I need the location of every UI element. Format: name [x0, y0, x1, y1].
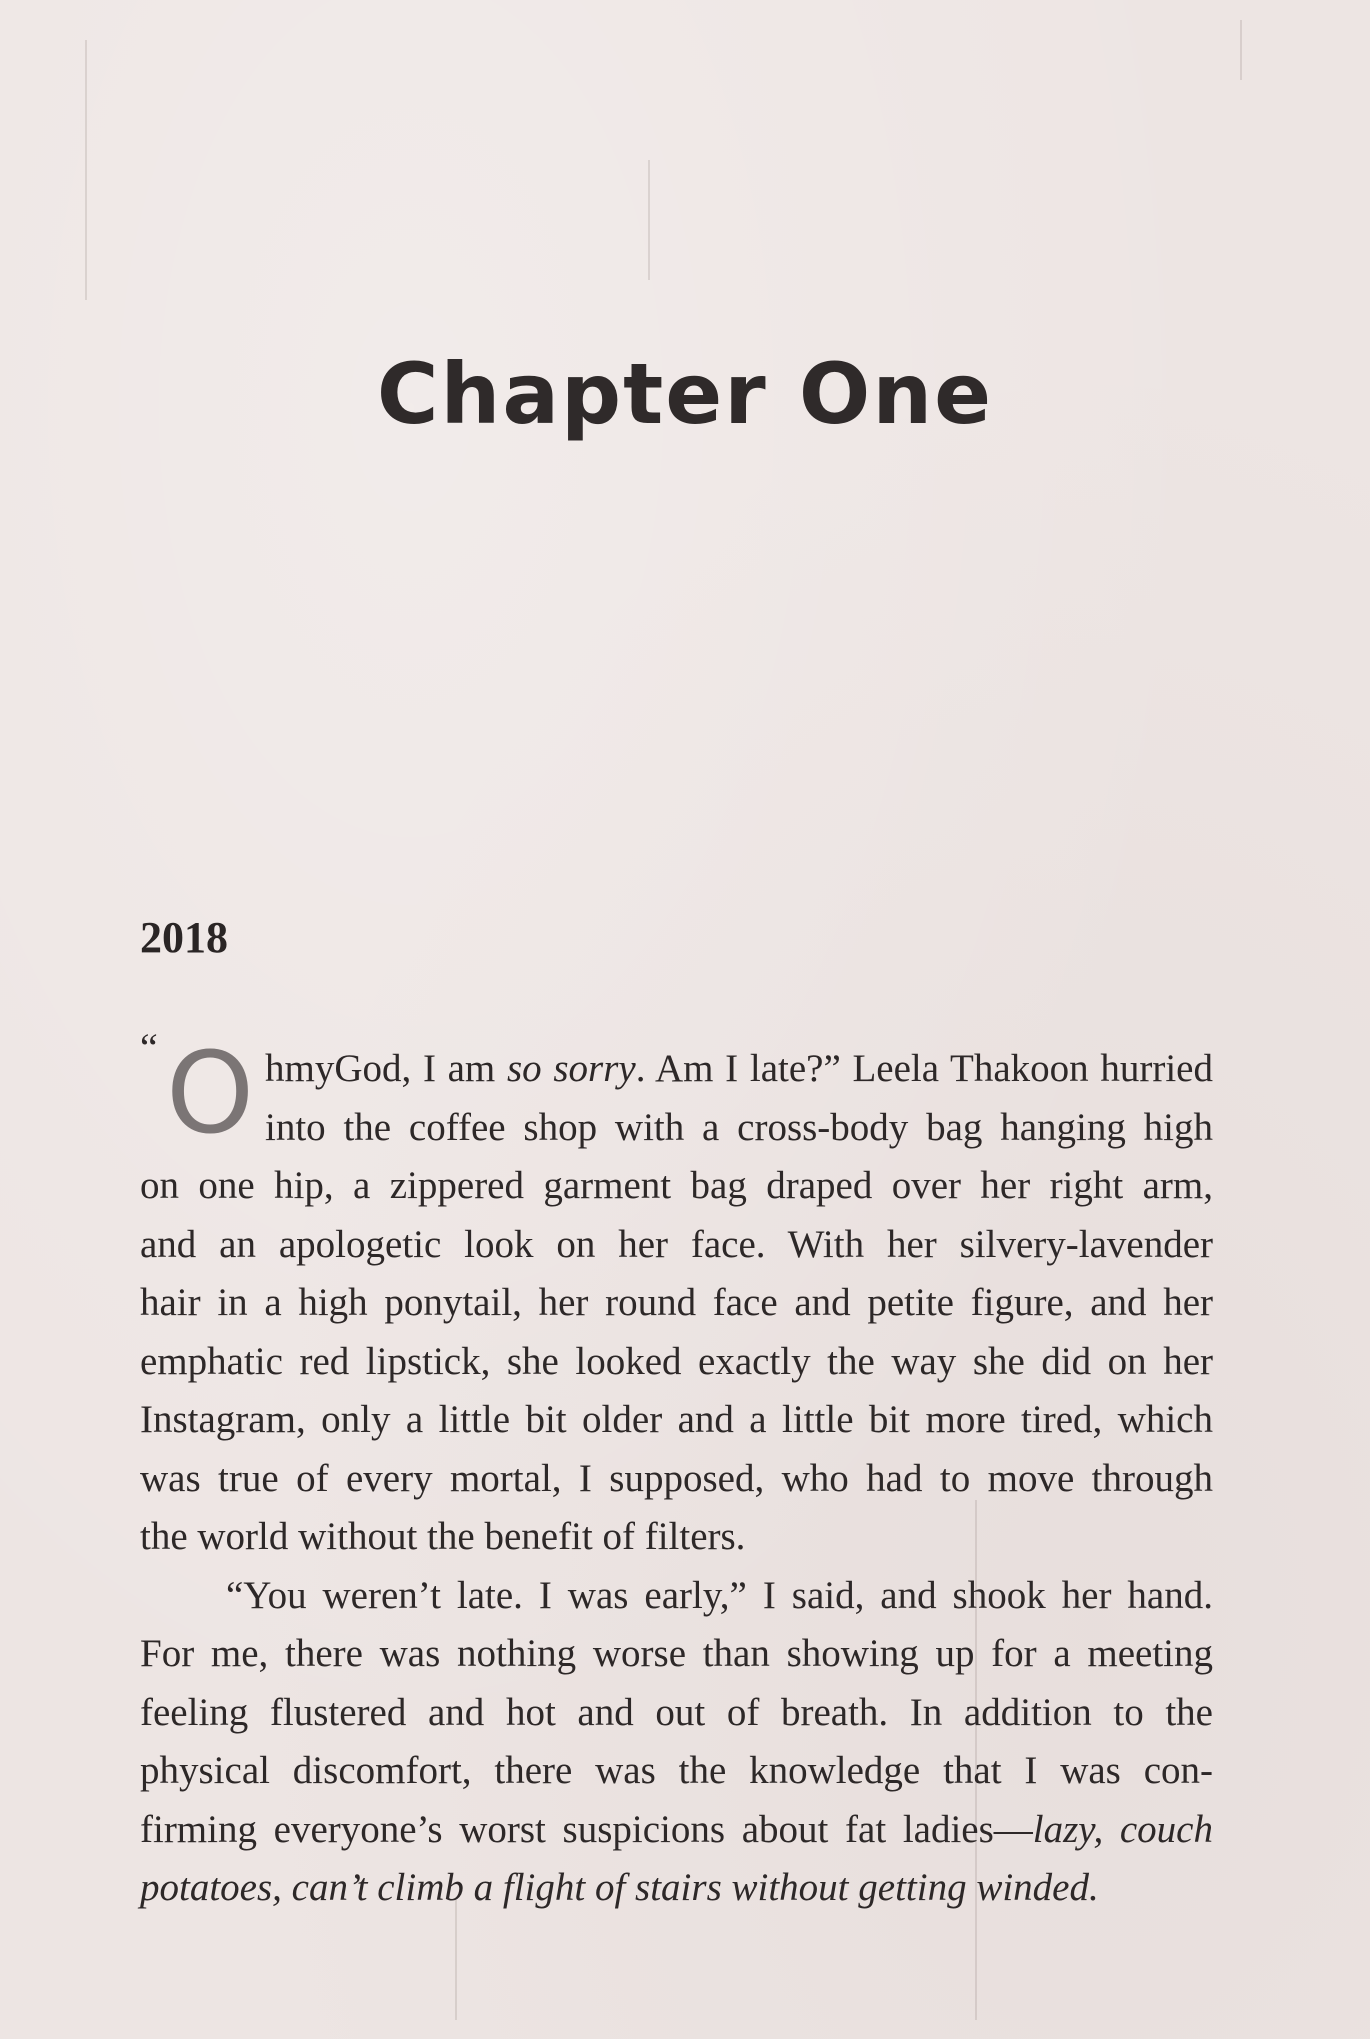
text-line	[140, 1801, 1213, 1860]
text-line: on one hip, a zippered garment bag draped over her right arm,	[140, 1164, 1213, 1207]
text-span: hmyGod, I am	[265, 1047, 507, 1090]
italic-span: lazy, couch	[1032, 1807, 1213, 1851]
page-crease	[455, 1900, 457, 2020]
text-line: feeling flustered and hot and out of breath. In addition to the	[140, 1690, 1213, 1734]
drop-cap-letter: O	[166, 1029, 255, 1159]
page-crease	[85, 40, 87, 300]
text-line: For me, there was nothing worse than showing up for a meeting	[140, 1632, 1213, 1675]
section-year: 2018	[140, 913, 228, 962]
text-span: . Am I late?” Leela Thakoon hurried	[635, 1047, 1213, 1090]
text-line	[140, 1859, 1213, 1918]
text-line	[140, 1040, 1213, 1099]
text-line: Instagram, only a little bit older and a little bit more tired, which	[140, 1398, 1213, 1441]
open-quote-mark: “	[140, 1025, 158, 1070]
text-line: emphatic red lipstick, she looked exactly the way she did on her	[140, 1339, 1213, 1383]
text-line: and an apologetic look on her face. With her silvery-lavender	[140, 1222, 1213, 1266]
page-crease	[1240, 20, 1242, 80]
text-span: firming everyone’s worst suspicions about fat ladies—	[140, 1807, 1033, 1851]
text-line: physical discomfort, there was the knowledge that I was con-	[140, 1749, 1213, 1792]
chapter-title: Chapter One	[376, 345, 994, 443]
text-line: was true of every mortal, I supposed, who had to move through	[140, 1456, 1213, 1500]
text-line: “You weren’t late. I was early,” I said, and shook her hand.	[226, 1573, 1213, 1617]
italic-span: potatoes, can’t climb a flight of stairs without getting winded.	[140, 1866, 1099, 1909]
text-line: hair in a high ponytail, her round face and petite figure, and her	[140, 1281, 1213, 1324]
text-line: the world without the benefit of filters.	[140, 1515, 746, 1558]
body-text	[140, 1029, 1213, 1918]
italic-span: so sorry	[506, 1047, 636, 1090]
page-crease	[648, 160, 650, 280]
text-line: into the coffee shop with a cross-body bag hanging high	[265, 1105, 1213, 1149]
